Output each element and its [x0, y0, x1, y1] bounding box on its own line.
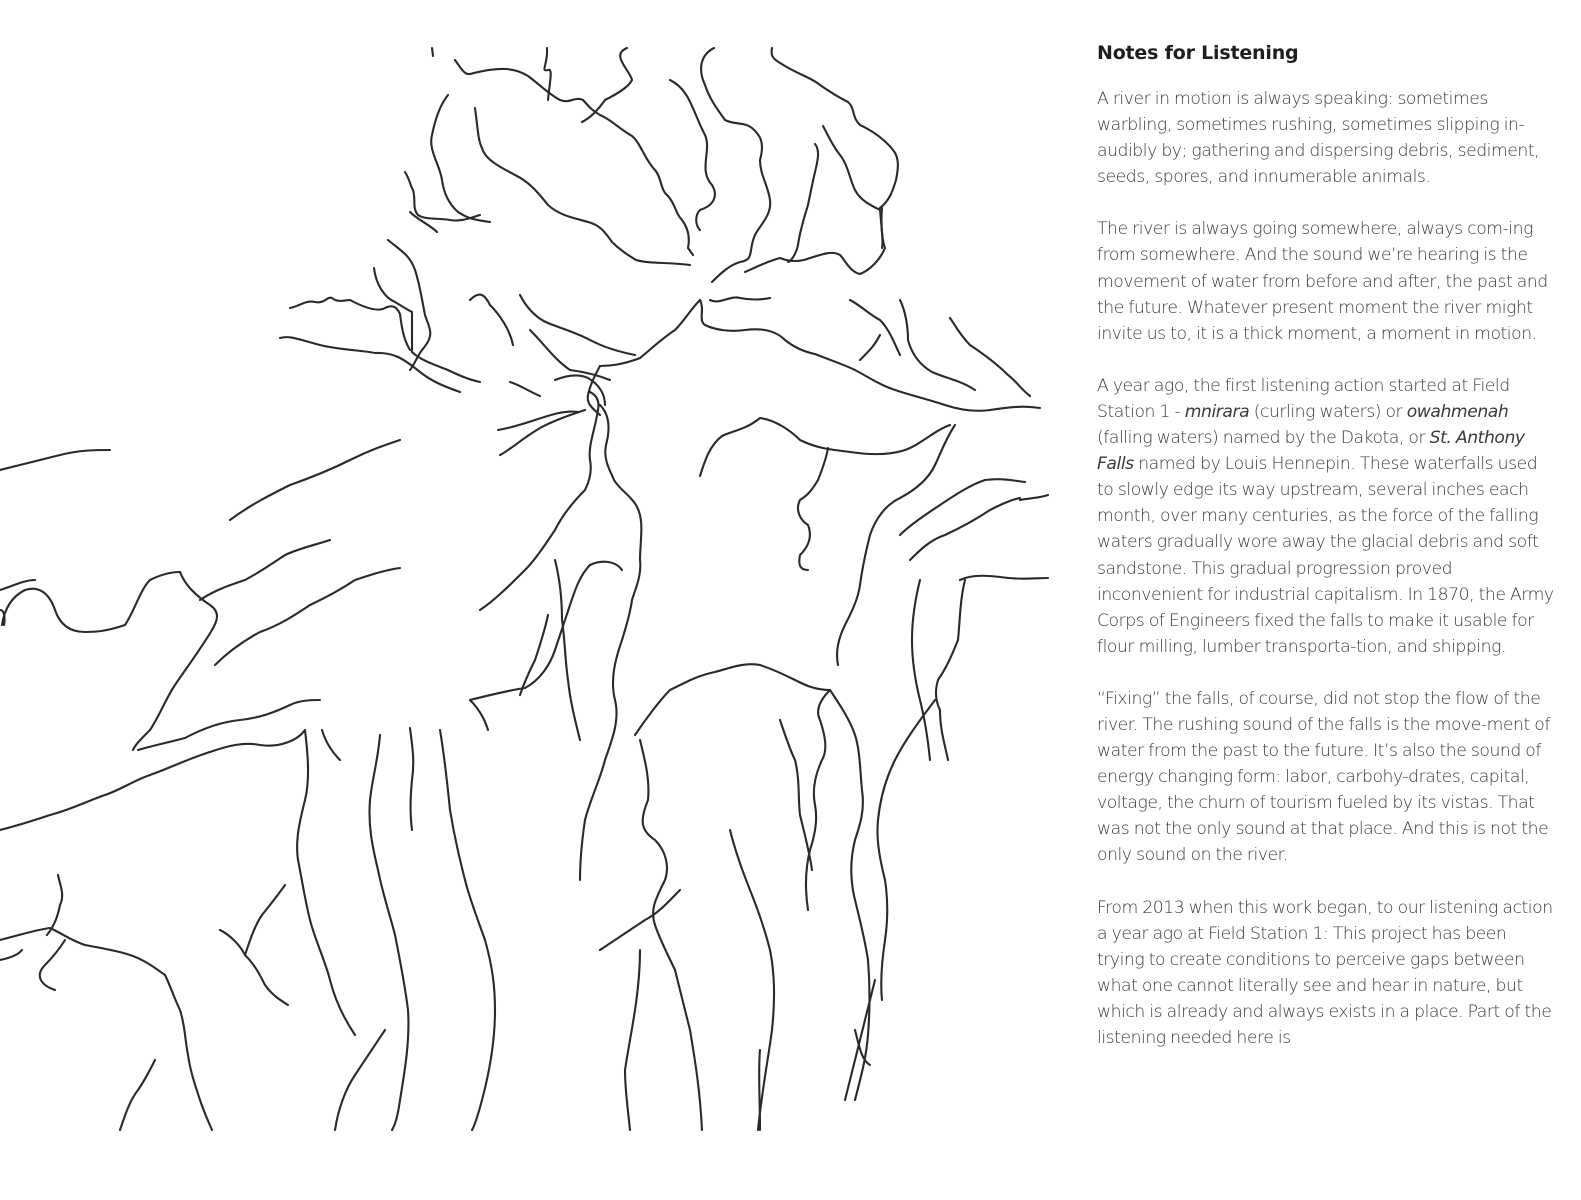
- river-line: [877, 700, 935, 1000]
- river-line: [590, 562, 622, 570]
- article-body: [1097, 86, 1557, 1051]
- river-line: [855, 370, 1040, 411]
- river-line: [806, 690, 830, 910]
- river-line: [165, 975, 212, 1130]
- river-line: [215, 568, 400, 665]
- article-paragraph: [1097, 895, 1557, 1052]
- river-line: [640, 740, 702, 1130]
- river-line: [837, 425, 955, 665]
- river-line: [798, 448, 828, 570]
- river-line: [635, 664, 830, 735]
- article-paragraph: [1097, 373, 1557, 660]
- river-line: [780, 720, 812, 870]
- paragraph-text: A year ago, the first listening action started at Field Station 1 -: [1097, 375, 1510, 422]
- paragraph-text: The river is always going somewhere, always com-ing from somewhere. And the sound we’re hearing is the movement of water from before and after, the past and the future. Whatever present moment the river might invite us to, it is a thick moment, a moment in motion.: [1097, 219, 1548, 344]
- river-line: [470, 295, 513, 345]
- river-line: [133, 572, 217, 750]
- river-line: [912, 580, 930, 760]
- italic-term: owahmenah: [1406, 401, 1509, 422]
- river-line: [431, 95, 490, 222]
- river-line: [600, 300, 700, 366]
- river-line: [297, 730, 355, 1035]
- paragraph-text: A river in motion is always speaking: sometimes warbling, sometimes rushing, sometimes slipping in-audibly by; gathering and dispersing debris, sediment, seeds, spores, and innumerable animals.: [1097, 89, 1540, 188]
- river-line: [335, 1030, 385, 1130]
- river-line: [850, 300, 900, 355]
- river-line: [230, 440, 400, 520]
- river-line: [745, 126, 885, 274]
- paragraph-text: (curling waters) or: [1249, 401, 1407, 422]
- river-line: [475, 108, 690, 265]
- river-line: [40, 940, 65, 990]
- river-line: [47, 875, 62, 935]
- river-line: [700, 300, 855, 370]
- paragraph-text: (falling waters) named by the Dakota, or: [1097, 428, 1430, 449]
- river-line: [700, 418, 950, 476]
- river-line: [830, 690, 870, 1100]
- river-line: [410, 728, 413, 830]
- river-line: [369, 735, 408, 1130]
- river-line: [582, 48, 632, 122]
- article-paragraph: [1097, 686, 1557, 869]
- river-line: [200, 540, 330, 600]
- river-line: [900, 300, 975, 390]
- italic-term: St. Anthony Falls: [1097, 428, 1525, 475]
- paragraph-text: named by Louis Hennepin. These waterfalls used to slowly edge its way upstream, several inches each month, over many centuries, as the force of the falling waters gradually wore away the glacial debris and soft sandstone. This gradual progression proved inconvenient for industrial capitalism. In 1870, the Army Corps of Engineers fixed the falls to make it usable for flour milling, lumber transporta-tion, and shipping.: [1097, 454, 1554, 657]
- river-line: [772, 48, 898, 208]
- river-line: [220, 930, 288, 1005]
- river-line: [960, 576, 1048, 580]
- river-line: [881, 208, 882, 248]
- river-line: [860, 335, 880, 360]
- river-line: [0, 450, 110, 470]
- article-paragraph: [1097, 216, 1557, 346]
- paragraph-text: From 2013 when this work began, to our listening action a year ago at Field Station 1: This project has been trying to create conditions to perceive gaps between what one cannot literally see and hear in nature, but which is already and always exists in a place. Part of the listening needed here is: [1097, 897, 1553, 1048]
- river-line: [245, 885, 285, 955]
- river-line: [600, 890, 680, 950]
- river-line: [788, 144, 818, 262]
- river-line: [701, 48, 770, 282]
- river-line: [710, 297, 770, 301]
- river-line: [410, 212, 437, 232]
- river-line: [600, 405, 641, 640]
- river-line: [412, 312, 480, 382]
- river-line: [530, 330, 610, 380]
- article-paragraph: [1097, 86, 1557, 190]
- river-line: [510, 382, 540, 396]
- river-line: [580, 640, 622, 880]
- river-line: [625, 950, 640, 1130]
- river-line: [0, 928, 165, 975]
- river-line: [138, 700, 320, 750]
- italic-term: mnirara: [1184, 401, 1250, 422]
- river-line: [910, 498, 1020, 560]
- river-line: [455, 60, 693, 255]
- river-line: [322, 730, 340, 760]
- river-line: [440, 730, 495, 1130]
- river-lines: [0, 48, 1048, 1130]
- river-line: [120, 1060, 155, 1130]
- river-line: [759, 1050, 760, 1130]
- river-line: [498, 412, 578, 430]
- river-line: [432, 48, 433, 56]
- notes-article: [1097, 42, 1557, 1077]
- river-line: [0, 950, 22, 960]
- river-line: [730, 830, 774, 1130]
- paragraph-text: “Fixing” the falls, of course, did not stop the flow of the river. The rushing sound of the falls is the move-ment of water from the past to the future. It’s also the sound of energy changing form: labor, carbohy-drates, capital, voltage, the churn of tourism fueled by its vistas. That was not the only sound at that place. And this is not the only sound on the river.: [1097, 688, 1550, 866]
- river-line: [1020, 495, 1048, 500]
- article-title: Notes for Listening: [1097, 42, 1299, 64]
- river-line: [936, 580, 965, 760]
- river-line: [520, 295, 635, 355]
- river-line: [470, 565, 590, 700]
- river-line: [670, 80, 715, 230]
- river-line: [470, 700, 488, 730]
